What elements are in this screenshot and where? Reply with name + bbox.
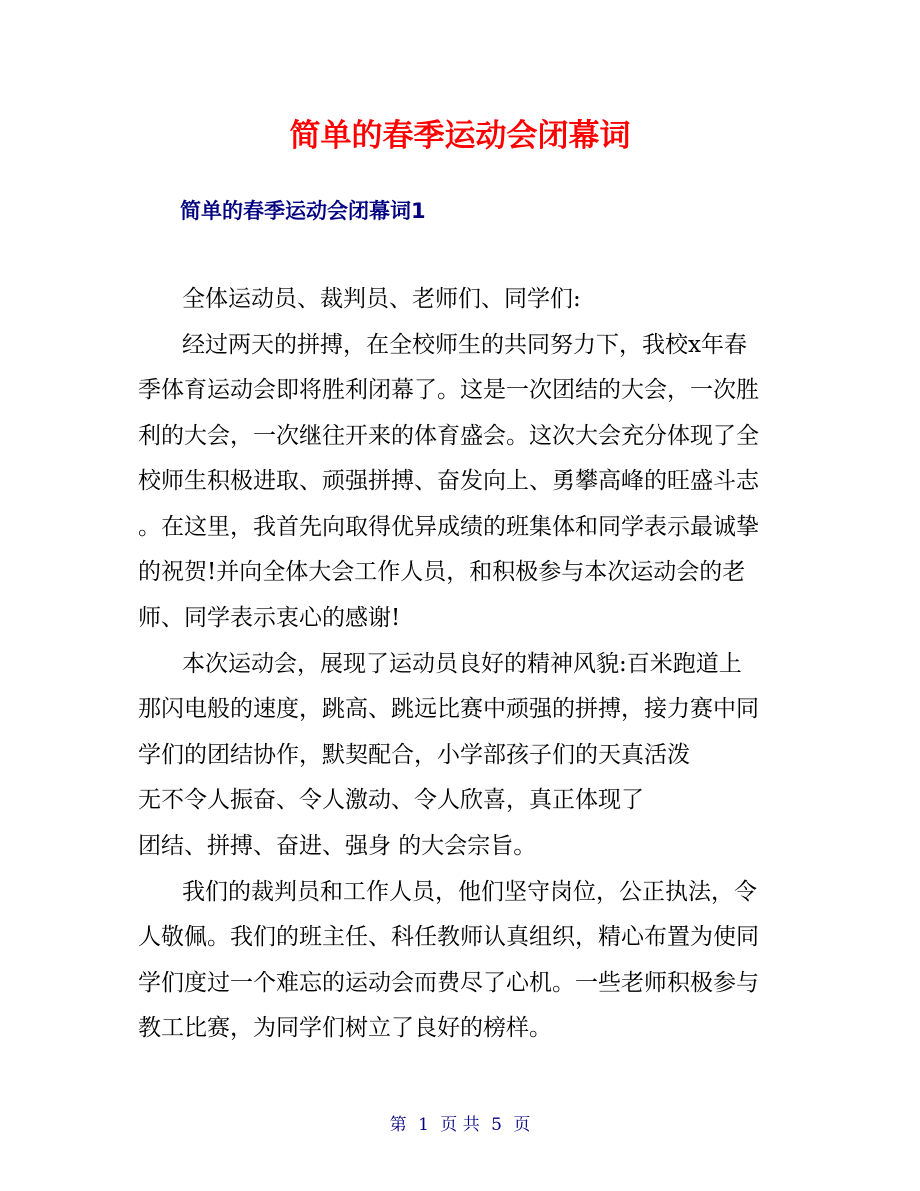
paragraph-line: 团结、拼搏、奋进、强身 的大会宗旨。 xyxy=(138,833,537,859)
footer-total-pages: 5 xyxy=(491,1115,502,1135)
section-heading: 简单的春季运动会闭幕词1 xyxy=(180,199,426,223)
paragraph-line: 人敬佩。我们的班主任、科任教师认真组织，精心布置为使同 xyxy=(138,924,759,950)
page-footer xyxy=(0,1112,920,1138)
document-title: 简单的春季运动会闭幕词 xyxy=(289,118,631,154)
paragraph-line: 学们度过一个难忘的运动会而费尽了心机。一些老师积极参与 xyxy=(138,970,759,996)
paragraph-line: 校师生积极进取、顽强拼搏、奋发向上、勇攀高峰的旺盛斗志 xyxy=(138,468,759,494)
footer-prefix: 第 xyxy=(389,1115,407,1135)
paragraph-line: 师、同学表示衷心的感谢! xyxy=(138,605,401,631)
footer-suffix: 页 xyxy=(513,1115,531,1135)
paragraph-line: 利的大会，一次继往开来的体育盛会。这次大会充分体现了全 xyxy=(138,423,759,449)
paragraph-line: 的祝贺!并向全体大会工作人员，和积极参与本次运动会的老 xyxy=(138,559,746,585)
footer-middle: 页 共 xyxy=(440,1115,480,1135)
paragraph-line: 全体运动员、裁判员、老师们、同学们: xyxy=(182,286,581,312)
paragraph-line: 经过两天的拼搏，在全校师生的共同努力下，我校x年春 xyxy=(182,332,747,358)
paragraph-line: 季体育运动会即将胜利闭幕了。这是一次团结的大会，一次胜 xyxy=(138,377,759,403)
paragraph-line: 无不令人振奋、令人激动、令人欣喜，真正体现了 xyxy=(138,787,644,813)
paragraph-line: 我们的裁判员和工作人员，他们坚守岗位，公正执法，令 xyxy=(182,879,757,905)
paragraph-line: 本次运动会，展现了运动员良好的精神风貌:百米跑道上 xyxy=(182,651,742,677)
paragraph-line: 学们的团结协作，默契配合，小学部孩子们的天真活泼 xyxy=(138,742,690,768)
paragraph-line: 那闪电般的速度，跳高、跳远比赛中顽强的拼搏，接力赛中同 xyxy=(138,696,759,722)
footer-page-number: 1 xyxy=(418,1115,429,1135)
paragraph-line: 。在这里，我首先向取得优异成绩的班集体和同学表示最诚挚 xyxy=(138,514,759,540)
paragraph-line: 教工比赛，为同学们树立了良好的榜样。 xyxy=(138,1015,552,1041)
